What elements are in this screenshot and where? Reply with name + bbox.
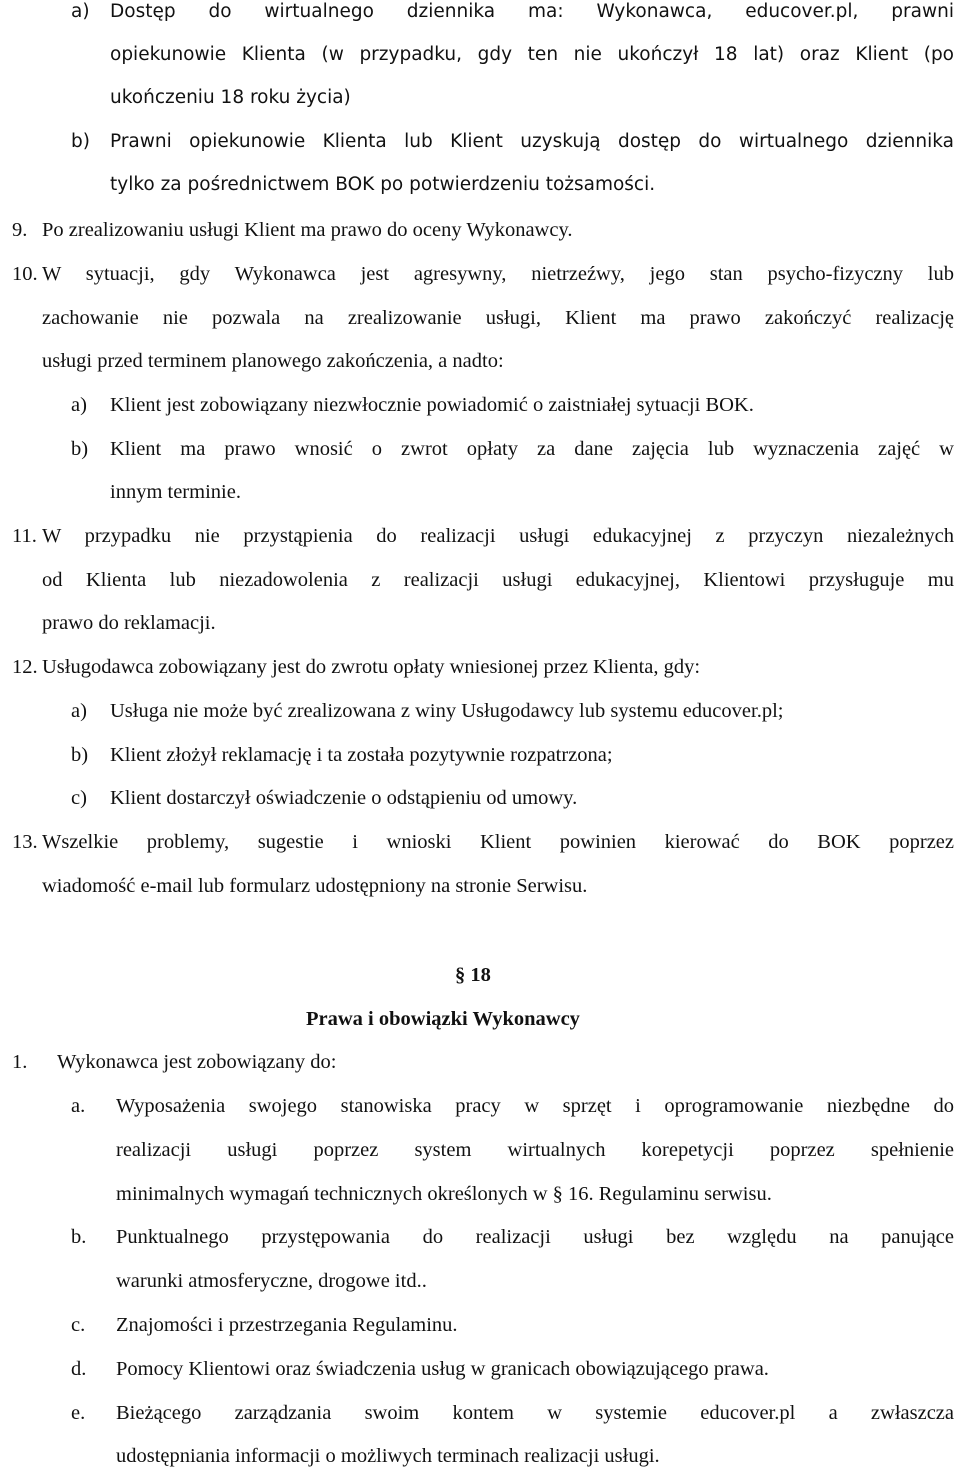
paragraph-line: Dostęp do wirtualnego dziennika ma: Wykonawca, educover.pl, prawni: [110, 1, 954, 22]
paragraph-line: od Klienta lub niezadowolenia z realizacji usługi edukacyjnej, Klientowi przysługuje mu: [42, 569, 954, 591]
paragraph-line: wiadomość e-mail lub formularz udostępniony na stronie Serwisu.: [42, 875, 588, 897]
paragraph-line: Wyposażenia swojego stanowiska pracy w sprzęt i oprogramowanie niezbędne do: [116, 1095, 954, 1117]
item-number: 11.: [12, 525, 37, 547]
paragraph-line: Pomocy Klientowi oraz świadczenia usług w granicach obowiązującego prawa.: [116, 1358, 769, 1380]
paragraph-line: tylko za pośrednictwem BOK po potwierdzeniu tożsamości.: [110, 174, 656, 195]
paragraph-line: Prawni opiekunowie Klienta lub Klient uzyskują dostęp do wirtualnego dziennika: [110, 131, 954, 152]
list-marker: b): [71, 131, 90, 152]
list-marker: c.: [71, 1314, 86, 1336]
paragraph-line: Bieżącego zarządzania swoim kontem w systemie educover.pl a zwłaszcza: [116, 1402, 954, 1424]
list-marker: a.: [71, 1095, 86, 1117]
paragraph-line: Klient złożył reklamację i ta została pozytywnie rozpatrzona;: [110, 744, 613, 766]
paragraph-line: udostępniania informacji o możliwych terminach realizacji usługi.: [116, 1445, 660, 1467]
list-marker: b): [71, 744, 89, 766]
paragraph-line: W przypadku nie przystąpienia do realizacji usługi edukacyjnej z przyczyn niezależnych: [42, 525, 954, 547]
list-marker: c): [71, 787, 87, 809]
paragraph-line: warunki atmosferyczne, drogowe itd..: [116, 1270, 427, 1292]
paragraph-line: Klient jest zobowiązany niezwłocznie powiadomić o zaistniałej sytuacji BOK.: [110, 394, 754, 416]
paragraph-line: ukończeniu 18 roku życia): [110, 87, 351, 108]
paragraph-line: realizacji usługi poprzez system wirtualnych korepetycji poprzez spełnienie: [116, 1139, 954, 1161]
paragraph-line: prawo do reklamacji.: [42, 612, 216, 634]
paragraph-line: W sytuacji, gdy Wykonawca jest agresywny, nietrzeźwy, jego stan psycho-fizyczny lub: [42, 263, 954, 285]
paragraph-line: Klient dostarczył oświadczenie o odstąpieniu od umowy.: [110, 787, 578, 809]
paragraph-line: Usługa nie może być zrealizowana z winy Usługodawcy lub systemu educover.pl;: [110, 700, 784, 722]
paragraph-line: Punktualnego przystępowania do realizacji usługi bez względu na panujące: [116, 1226, 954, 1248]
paragraph-line: Wszelkie problemy, sugestie i wnioski Klient powinien kierować do BOK poprzez: [42, 831, 954, 853]
paragraph-line: Po zrealizowaniu usługi Klient ma prawo do oceny Wykonawcy.: [42, 219, 573, 241]
item-number: 10.: [12, 263, 38, 285]
paragraph-line: innym terminie.: [110, 481, 241, 503]
paragraph-line: Wykonawca jest zobowiązany do:: [57, 1051, 337, 1073]
list-marker: e.: [71, 1402, 86, 1424]
list-marker: a): [71, 700, 87, 722]
paragraph-line: Klient ma prawo wnosić o zwrot opłaty za dane zajęcia lub wyznaczenia zajęć w: [110, 438, 954, 460]
paragraph-line: opiekunowie Klienta (w przypadku, gdy ten nie ukończył 18 lat) oraz Klient (po: [110, 44, 954, 65]
section-title: Prawa i obowiązki Wykonawcy: [306, 1008, 580, 1030]
paragraph-line: zachowanie nie pozwala na zrealizowanie usługi, Klient ma prawo zakończyć realizację: [42, 307, 954, 329]
paragraph-line: Znajomości i przestrzegania Regulaminu.: [116, 1314, 458, 1336]
item-number: 12.: [12, 656, 38, 678]
paragraph-line: usługi przed terminem planowego zakończenia, a nadto:: [42, 350, 504, 372]
list-marker: a): [71, 394, 87, 416]
list-marker: d.: [71, 1358, 87, 1380]
item-number: 9.: [12, 219, 28, 241]
list-marker: b): [71, 438, 89, 460]
item-number: 13.: [12, 831, 38, 853]
list-marker: b.: [71, 1226, 87, 1248]
paragraph-line: minimalnych wymagań technicznych określonych w § 16. Regulaminu serwisu.: [116, 1183, 772, 1205]
paragraph-line: Usługodawca zobowiązany jest do zwrotu opłaty wniesionej przez Klienta, gdy:: [42, 656, 701, 678]
section-number: § 18: [455, 964, 491, 986]
item-number: 1.: [12, 1051, 28, 1073]
list-marker: a): [71, 1, 90, 22]
